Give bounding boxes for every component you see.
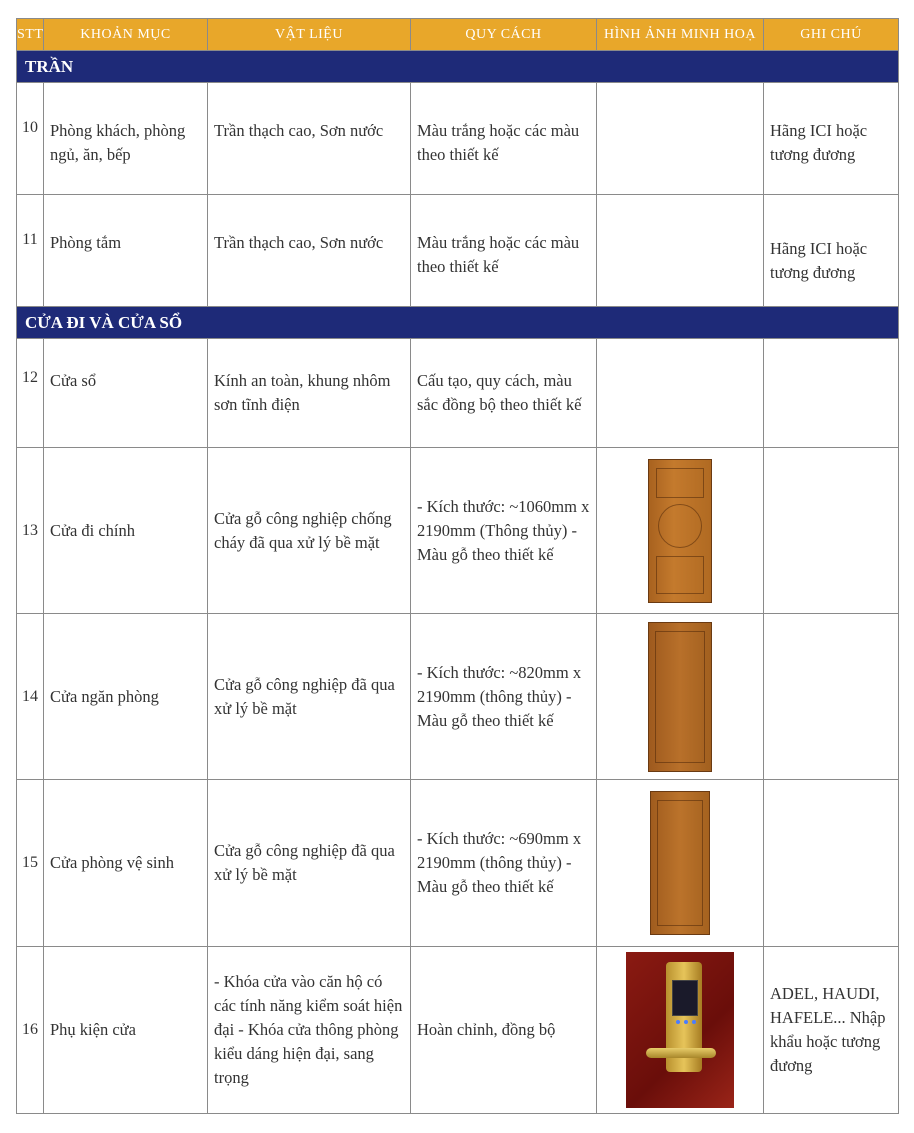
header-material: VẬT LIỆU (208, 19, 411, 51)
smart-lock-image (626, 952, 734, 1108)
row-material: Cửa gỗ công nghiệp chống cháy đã qua xử lý bề mặt (208, 448, 411, 614)
row-stt: 14 (17, 614, 44, 780)
row-stt: 16 (17, 947, 44, 1114)
row-spec: Màu trắng hoặc các màu theo thiết kế (411, 83, 597, 195)
bathroom-door-image (650, 791, 710, 935)
table-row (17, 448, 899, 614)
table-row (17, 614, 899, 780)
table-row (17, 339, 899, 448)
row-note (764, 448, 899, 614)
table-row (17, 195, 899, 307)
row-item: Cửa đi chính (44, 448, 208, 614)
row-note (764, 614, 899, 780)
row-image (597, 780, 764, 947)
row-spec: - Kích thước: ~690mm x 2190mm (thông thủy) - Màu gỗ theo thiết kế (411, 780, 597, 947)
row-item: Phụ kiện cửa (44, 947, 208, 1114)
header-item: KHOẢN MỤC (44, 19, 208, 51)
row-stt: 15 (17, 780, 44, 947)
row-note: Hãng ICI hoặc tương đương (764, 195, 899, 307)
table-row (17, 947, 899, 1114)
section-title: TRẦN (17, 51, 899, 83)
header-spec: QUY CÁCH (411, 19, 597, 51)
row-spec: - Kích thước: ~1060mm x 2190mm (Thông thủy) - Màu gỗ theo thiết kế (411, 448, 597, 614)
row-item: Cửa ngăn phòng (44, 614, 208, 780)
section-title: CỬA ĐI VÀ CỬA SỔ (17, 307, 899, 339)
specification-table (16, 18, 899, 1114)
row-material: Cửa gỗ công nghiệp đã qua xử lý bề mặt (208, 780, 411, 947)
row-item: Cửa phòng vệ sinh (44, 780, 208, 947)
row-spec: Cấu tạo, quy cách, màu sắc đồng bộ theo thiết kế (411, 339, 597, 448)
header-stt: STT (17, 19, 44, 51)
row-material: Cửa gỗ công nghiệp đã qua xử lý bề mặt (208, 614, 411, 780)
main-door-image (648, 459, 712, 603)
row-spec: - Kích thước: ~820mm x 2190mm (thông thủy) - Màu gỗ theo thiết kế (411, 614, 597, 780)
row-image (597, 947, 764, 1114)
row-stt: 10 (17, 83, 44, 195)
row-note: ADEL, HAUDI, HAFELE... Nhập khẩu hoặc tương đương (764, 947, 899, 1114)
row-image (597, 83, 764, 195)
row-material: - Khóa cửa vào căn hộ có các tính năng kiểm soát hiện đại - Khóa cửa thông phòng kiểu dáng hiện đại, sang trọng (208, 947, 411, 1114)
header-note: GHI CHÚ (764, 19, 899, 51)
row-material: Kính an toàn, khung nhôm sơn tĩnh điện (208, 339, 411, 448)
row-image (597, 195, 764, 307)
row-item: Cửa sổ (44, 339, 208, 448)
row-stt: 13 (17, 448, 44, 614)
row-image (597, 339, 764, 448)
table-header (17, 19, 899, 51)
row-spec: Màu trắng hoặc các màu theo thiết kế (411, 195, 597, 307)
section-row (17, 51, 899, 83)
row-note: Hãng ICI hoặc tương đương (764, 83, 899, 195)
table-row (17, 780, 899, 947)
row-item: Phòng tắm (44, 195, 208, 307)
row-stt: 11 (17, 195, 44, 307)
room-door-image (648, 622, 712, 772)
row-material: Trần thạch cao, Sơn nước (208, 83, 411, 195)
table-row (17, 83, 899, 195)
row-note (764, 339, 899, 448)
row-image (597, 614, 764, 780)
section-row (17, 307, 899, 339)
row-spec: Hoàn chỉnh, đồng bộ (411, 947, 597, 1114)
row-image (597, 448, 764, 614)
row-stt: 12 (17, 339, 44, 448)
row-item: Phòng khách, phòng ngủ, ăn, bếp (44, 83, 208, 195)
row-material: Trần thạch cao, Sơn nước (208, 195, 411, 307)
header-image: HÌNH ẢNH MINH HOẠ (597, 19, 764, 51)
row-note (764, 780, 899, 947)
